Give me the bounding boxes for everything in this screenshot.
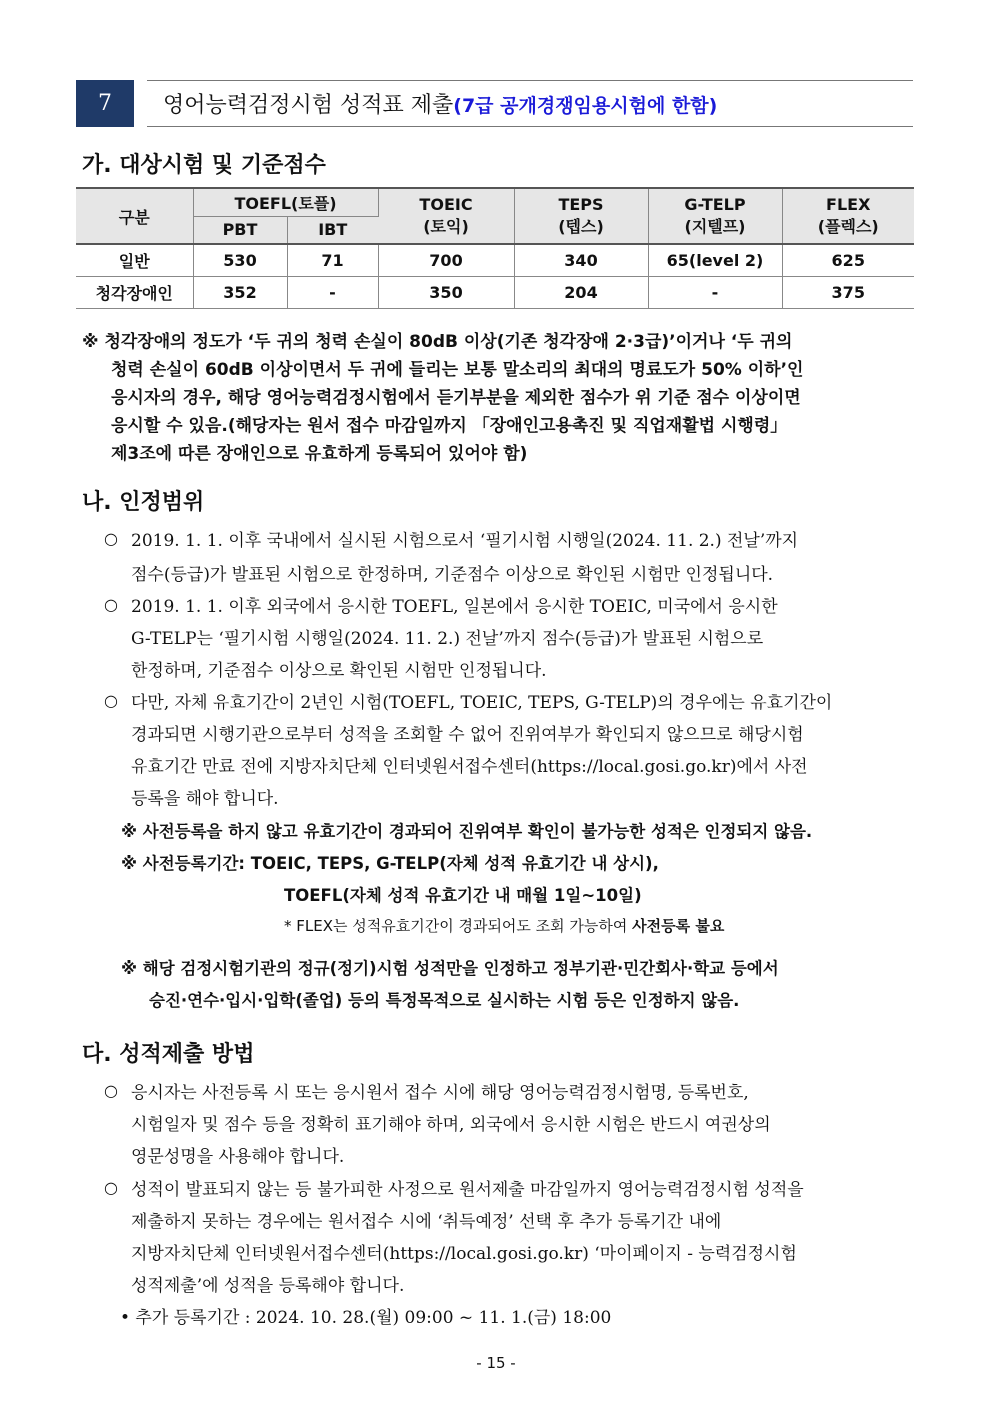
col-toefl: TOEFL(토플): [193, 188, 378, 216]
col-category: 구분: [76, 188, 193, 244]
col-flex-kr: (플렉스): [817, 217, 879, 236]
note-line: 응시할 수 있음.(해당자는 원서 접수 마감일까지 「장애인고용촉진 및 직업재활법 시행령」: [111, 416, 788, 436]
circle-bullet-icon: ○: [104, 595, 118, 614]
col-toeic-name: TOEIC: [419, 195, 473, 214]
section-title-text: 영어능력검정시험 성적표 제출: [163, 93, 454, 118]
circle-bullet-icon: ○: [104, 1081, 118, 1100]
col-toeic-kr: (토익): [423, 217, 469, 236]
cell-teps: 204: [514, 276, 648, 308]
score-table: [76, 187, 914, 309]
heading-part-a: 가. 대상시험 및 기준점수: [82, 153, 326, 178]
circle-bullet-icon: ○: [104, 1178, 118, 1197]
cell-toeic: 350: [378, 276, 514, 308]
note-line: TOEFL(자체 성적 유효기간 내 매월 1일~10일): [284, 886, 642, 905]
text-line: G-TELP는 ‘필기시험 시행일(2024. 11. 2.) 전날’까지 점수(등급)가 발표된 시험으로: [131, 629, 764, 649]
header-top-rule: [147, 80, 913, 81]
note-line: 청력 손실이 60dB 이상이면서 두 귀에 들리는 보통 말소리의 최대의 명료도가 50% 이하’인: [111, 360, 804, 380]
note-line: ※ 청각장애의 정도가 ‘두 귀의 청력 손실이 80dB 이상(기존 청각장애 2·3급)’이거나 ‘두 귀의: [82, 332, 793, 352]
cell-pbt: 352: [193, 276, 287, 308]
text-line: 제출하지 못하는 경우에는 원서접수 시에 ‘취득예정’ 선택 후 추가 등록기간 내에: [131, 1212, 722, 1232]
col-flex-name: FLEX: [826, 195, 871, 214]
cell-toeic: 700: [378, 244, 514, 276]
flex-note: [284, 915, 724, 936]
cell-ibt: 71: [287, 244, 378, 276]
table-row: [76, 244, 914, 276]
text-line: 유효기간 만료 전에 지방자치단체 인터넷원서접수센터(https://local.gosi.go.kr)에서 사전: [131, 757, 808, 777]
note-line: 응시자의 경우, 해당 영어능력검정시험에서 듣기부분을 제외한 점수가 위 기준 점수 이상이면: [111, 388, 801, 408]
col-teps-kr: (텝스): [558, 217, 604, 236]
note-line: 승진·연수·입시·입학(졸업) 등의 특정목적으로 실시하는 시험 등은 인정하지 않음.: [149, 991, 740, 1010]
flex-note-emphasis: 사전등록 불요: [632, 917, 725, 935]
heading-part-b: 나. 인정범위: [82, 490, 205, 515]
col-pbt: PBT: [193, 216, 287, 244]
col-gtelp-name: G-TELP: [684, 195, 746, 214]
text-line: 성적제출’에 성적을 등록해야 합니다.: [131, 1276, 405, 1296]
text-line: 한정하며, 기준점수 이상으로 확인된 시험만 인정됩니다.: [131, 661, 547, 681]
col-ibt: IBT: [287, 216, 378, 244]
table-row: [76, 276, 914, 308]
text-line: 2019. 1. 1. 이후 외국에서 응시한 TOEFL, 일본에서 응시한 TOEIC, 미국에서 응시한: [131, 597, 778, 617]
header-bottom-rule: [147, 126, 913, 127]
text-line: 등록을 해야 합니다.: [131, 789, 279, 809]
text-line: 성적이 발표되지 않는 등 불가피한 사정으로 원서제출 마감일까지 영어능력검정시험 성적을: [131, 1180, 804, 1200]
text-line: 다만, 자체 유효기간이 2년인 시험(TOEFL, TOEIC, TEPS, G-TELP)의 경우에는 유효기간이: [131, 693, 833, 713]
page-number: - 15 -: [476, 1354, 516, 1372]
text-line: 응시자는 사전등록 시 또는 응시원서 접수 시에 해당 영어능력검정시험명, 등록번호,: [131, 1083, 749, 1103]
circle-bullet-icon: ○: [104, 529, 118, 548]
cell-flex: 375: [782, 276, 914, 308]
cell-gtelp: 65(level 2): [648, 244, 782, 276]
row-label: 일반: [76, 244, 193, 276]
col-flex: [782, 188, 914, 244]
note-line: ※ 사전등록기간: TOEIC, TEPS, G-TELP(자체 성적 유효기간 내 상시),: [121, 854, 659, 873]
col-gtelp-kr: (지텔프): [684, 217, 746, 236]
cell-pbt: 530: [193, 244, 287, 276]
circle-bullet-icon: ○: [104, 691, 118, 710]
section-number: 7: [98, 91, 112, 116]
text-line: 2019. 1. 1. 이후 국내에서 실시된 시험으로서 ‘필기시험 시행일(2024. 11. 2.) 전날’까지: [131, 531, 799, 551]
text-line: 경과되면 시행기관으로부터 성적을 조회할 수 없어 진위여부가 확인되지 않으므로 해당시험: [131, 725, 804, 745]
text-line: 지방자치단체 인터넷원서접수센터(https://local.gosi.go.kr) ‘마이페이지 - 능력검정시험: [131, 1244, 797, 1264]
note-line: 제3조에 따른 장애인으로 유효하게 등록되어 있어야 함): [111, 444, 528, 464]
cell-teps: 340: [514, 244, 648, 276]
section-number-box: [76, 80, 134, 127]
col-toeic: [378, 188, 514, 244]
note-line: ※ 해당 검정시험기관의 정규(정기)시험 성적만을 인정하고 정부기관·민간회사·학교 등에서: [121, 959, 779, 978]
row-label: 청각장애인: [76, 276, 193, 308]
section-title: [163, 88, 717, 119]
text-line: 시험일자 및 점수 등을 정확히 표기해야 하며, 외국에서 응시한 시험은 반드시 여권상의: [131, 1115, 771, 1135]
flex-note-text: * FLEX는 성적유효기간이 경과되어도 조회 가능하여: [284, 917, 633, 935]
heading-part-c: 다. 성적제출 방법: [82, 1042, 255, 1067]
section-title-note: (7급 공개경쟁임용시험에 한함): [453, 95, 718, 117]
col-teps-name: TEPS: [558, 195, 604, 214]
note-line: ※ 사전등록을 하지 않고 유효기간이 경과되어 진위여부 확인이 불가능한 성적은 인정되지 않음.: [121, 822, 813, 841]
cell-ibt: -: [287, 276, 378, 308]
cell-flex: 625: [782, 244, 914, 276]
col-gtelp: [648, 188, 782, 244]
cell-gtelp: -: [648, 276, 782, 308]
text-line: 영문성명을 사용해야 합니다.: [131, 1147, 345, 1167]
sub-item: • 추가 등록기간 : 2024. 10. 28.(월) 09:00 ~ 11. 1.(금) 18:00: [120, 1308, 612, 1328]
text-line: 점수(등급)가 발표된 시험으로 한정하며, 기준점수 이상으로 확인된 시험만 인정됩니다.: [131, 565, 774, 585]
col-teps: [514, 188, 648, 244]
